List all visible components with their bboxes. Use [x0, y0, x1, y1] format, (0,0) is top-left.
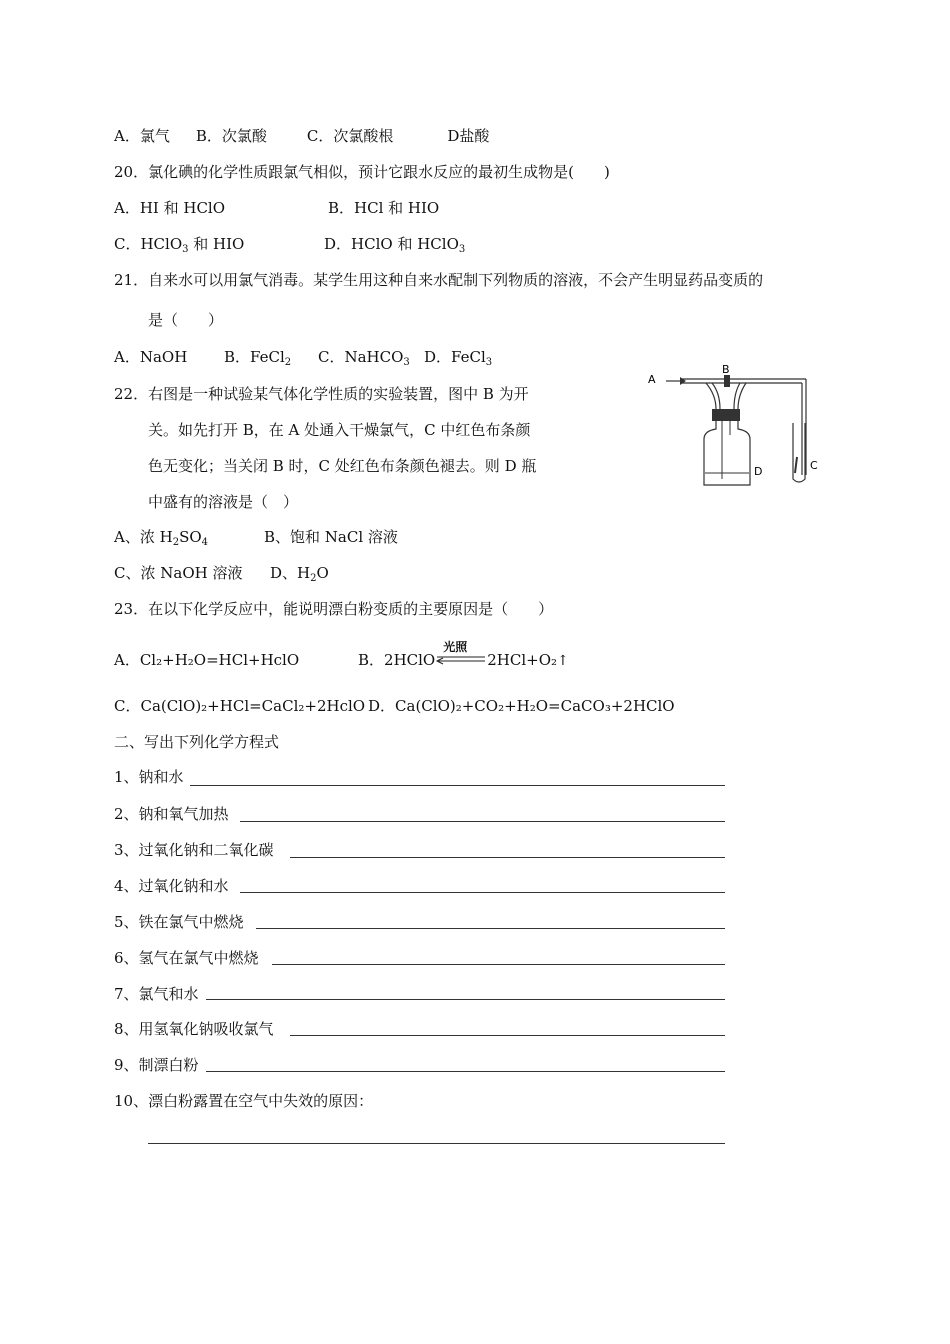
q22-option-a: A、浓 $H_2SO_4$: [114, 528, 209, 548]
q22-option-d: D、$H_2O$: [270, 564, 329, 584]
q19-option-a: A．氯气: [114, 127, 170, 145]
answer-blank-2[interactable]: [240, 821, 725, 822]
q19-options: [114, 126, 489, 146]
answer-blank-8[interactable]: [290, 1035, 725, 1036]
eq-item-7: 7、氯气和水: [114, 985, 199, 1003]
q22-options-row1: [114, 527, 398, 547]
q22-line1: 22．右图是一种试验某气体化学性质的实验装置，图中 B 为开: [114, 385, 529, 403]
q21-option-c: C．NaHCO$_3$: [318, 348, 410, 368]
label-d: D: [754, 465, 763, 478]
answer-blank-1[interactable]: [190, 785, 725, 786]
eq-item-10: 10、漂白粉露置在空气中失效的原因：: [114, 1092, 374, 1110]
q19-option-c: C．次氯酸根: [306, 127, 394, 145]
q23-stem: 23．在以下化学反应中，能说明漂白粉变质的主要原因是（ ）: [114, 600, 554, 618]
eq-item-4: 4、过氧化钠和水: [114, 877, 229, 895]
eq-item-1: 1、钠和水: [114, 768, 184, 786]
answer-blank-10[interactable]: [148, 1143, 725, 1144]
q21-option-b: B．FeCl$_2$: [224, 348, 292, 368]
label-a: A: [648, 373, 656, 386]
answer-blank-7[interactable]: [206, 999, 725, 1000]
q23-options-row2: [114, 696, 675, 716]
q22-line4: 中盛有的溶液是（ ）: [148, 493, 299, 511]
bottle-stopper: [712, 409, 740, 421]
q23-option-a: A．Cl₂+H₂O=HCl+HclO: [114, 651, 300, 669]
label-b: B: [722, 365, 730, 376]
eq-item-9: 9、制漂白粉: [114, 1056, 199, 1074]
q20-option-b: B．HCl 和 HIO: [328, 199, 440, 217]
answer-blank-4[interactable]: [240, 892, 725, 893]
q20-option-c: C．HClO$_3$ 和 HIO: [114, 235, 245, 255]
answer-blank-5[interactable]: [256, 928, 725, 929]
q22-options-row2: [114, 563, 329, 583]
section2-title: 二、写出下列化学方程式: [114, 733, 280, 751]
eq-item-5: 5、铁在氯气中燃烧: [114, 913, 244, 931]
switch-b: [724, 375, 730, 387]
q23-option-c: C．Ca(ClO)₂+HCl=CaCl₂+2HclO: [114, 697, 366, 715]
q20-option-d: D．HClO 和 HClO$_3$: [324, 235, 466, 255]
red-cloth-strip: [795, 457, 797, 473]
q23-option-d: D．Ca(ClO)₂+CO₂+H₂O=CaCO₃+2HClO: [368, 697, 675, 715]
q22-option-b: B、饱和 NaCl 溶液: [264, 528, 398, 546]
q21-stem-cont: 是（ ）: [148, 311, 224, 329]
q21-option-d: D．FeCl$_3$: [424, 348, 493, 368]
q19-option-d: D盐酸: [447, 127, 490, 145]
q22-line3: 色无变化；当关闭 B 时，C 处红色布条颜色褪去。则 D 瓶: [148, 457, 537, 475]
q22-option-c: C、浓 NaOH 溶液: [114, 564, 243, 582]
q19-option-b: B．次氯酸: [195, 127, 267, 145]
q20-option-a: A．HI 和 HClO: [114, 199, 226, 217]
q22-apparatus-figure: [646, 365, 818, 489]
q20-options-row2: [114, 234, 465, 254]
q21-options: [114, 347, 492, 367]
eq-item-8: 8、用氢氧化钠吸收氯气: [114, 1020, 274, 1038]
eq-item-2: 2、钠和氧气加热: [114, 805, 229, 823]
eq-item-3: 3、过氧化钠和二氧化碳: [114, 841, 274, 859]
answer-blank-3[interactable]: [290, 857, 725, 858]
q23-option-b: B．2HClO 光照 2HCl+O₂↑: [358, 640, 569, 669]
q20-options-row1: [114, 198, 439, 218]
test-tube-c: [793, 423, 805, 482]
answer-blank-9[interactable]: [206, 1071, 725, 1072]
q20-stem: 20．氯化碘的化学性质跟氯气相似，预计它跟水反应的最初生成物是( ): [114, 163, 610, 181]
q22-line2: 关。如先打开 B，在 A 处通入干燥氯气，C 中红色布条颜: [148, 421, 531, 439]
q21-stem: 21．自来水可以用氯气消毒。某学生用这种自来水配制下列物质的溶液，不会产生明显药品变质的: [114, 271, 764, 289]
light-condition-symbol: 光照: [435, 651, 487, 671]
eq-item-6: 6、氢气在氯气中燃烧: [114, 949, 259, 967]
label-c: C: [810, 459, 818, 472]
q23-options-row1: [114, 640, 569, 671]
gas-up-arrow-icon: ↑: [557, 653, 569, 669]
bottle-d: [704, 421, 750, 485]
q21-option-a: A．NaOH: [114, 348, 188, 366]
answer-blank-6[interactable]: [272, 964, 725, 965]
